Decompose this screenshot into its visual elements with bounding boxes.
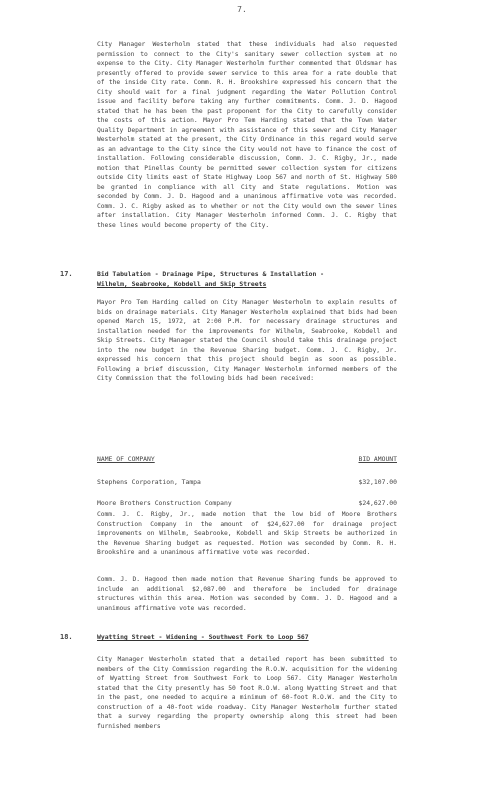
item-17-heading (97, 270, 407, 289)
table-row (97, 478, 397, 489)
bid-table-header-company: NAME OF COMPANY (97, 455, 155, 463)
item-17-paragraph-revenue-sharing: Comm. J. D. Hagood then made motion that Revenue Sharing funds be approved to include an additional $2,087.00 and therefore be included for drainage structures within this area. Motion was seconded by Comm. J. D. Hagood and a unanimous affirmative vote was recorded. (97, 576, 397, 612)
paragraph-sewer-service: City Manager Westerholm stated that these individuals had also requested permission to connect to the City's sanitary sewer collection system at no expense to the City. City Manager Westerholm further commented that Oldsmar has presently offered to provide sewer service to this area for a rate double that of the inside City rate. Comm. R. H. Brookshire expressed his concern that the City should wait for a final judgment regarding the Water Pollution Control issue and facility before taking any further commitments. Comm. J. D. Hagood stated that he has been the past proponent for the City to carefully consider the costs of this action. Mayor Pro Tem Harding stated that the Town Water Quality Department in agreement with assistance of this sewer and City Manager Westerholm stated at the present, the City Ordinance in this regard would serve as an advantage to the City since the City would not have to finance the cost of installation. Following considerable discussion, Comm. J. C. Rigby, Jr., made motion that Pinellas County be permitted sewer collection system for citizens outside City limits east of State Highway Loop 567 and north of St. Highway 580 be granted in compliance with all City and State regulations. Motion was seconded by Comm. J. D. Hagood and a unanimous affirmative vote was recorded. Comm. J. C. Rigby asked as to whether or not the City would own the sewer lines after installation. City Manager Westerholm informed Comm. J. C. Rigby that these lines would become property of the City. (97, 41, 397, 229)
page-number: 7. (237, 5, 247, 14)
item-17-paragraph-motion: Comm. J. C. Rigby, Jr., made motion that the low bid of Moore Brothers Construction Company in the amount of $24,627.00 for drainage project improvements on Wilhelm, Seabrooke, Kobdell and Skip Streets be authorized in the Revenue Sharing budget as requested. Motion was seconded by Comm. R. H. Brookshire and a unanimous affirmative vote was recorded. (97, 511, 397, 556)
item-17-heading-line1: Bid Tabulation - Drainage Pipe, Structures & Installation - (97, 270, 325, 278)
bid-table-header (97, 455, 397, 466)
bid-company: Moore Brothers Construction Company (97, 499, 232, 507)
item-17-number: 17. (60, 270, 73, 278)
item-17-heading-line2: Wilhelm, Seabrooke, Kobdell and Skip Streets (97, 279, 267, 288)
bid-amount: $24,627.00 (358, 499, 397, 507)
bid-table (97, 455, 397, 510)
table-row (97, 499, 397, 510)
bid-table-header-amount: BID AMOUNT (358, 455, 397, 463)
item-18-number: 18. (60, 633, 73, 641)
item-18-heading: Wyatting Street - Widening - Southwest Fork to Loop 567 (97, 633, 309, 641)
bid-company: Stephens Corporation, Tampa (97, 478, 201, 486)
item-18-paragraph: City Manager Westerholm stated that a detailed report has been submitted to members of the City Commission regarding the R.O.W. acquisition for the widening of Wyatting Street from Southwest Fork to Loop 567. City Manager Westerholm stated that the City presently has 50 foot R.O.W. along Wyatting Street and that in the past, one needed to acquire a minimum of 60-foot R.O.W. and the City to construction of a 40-foot wide roadway. City Manager Westerholm further stated that a survey regarding the property ownership along this street had been furnished members (97, 656, 397, 730)
bid-amount: $32,107.00 (358, 478, 397, 486)
item-17-paragraph-bids: Mayor Pro Tem Harding called on City Manager Westerholm to explain results of bids on drainage materials. City Manager Westerholm explained that bids had been opened March 15, 1972, at 2:00 P.M. for necessary drainage structures and installation needed for the improvements for Wilhelm, Seabrooke, Kobdell and Skip Streets. City Manager stated the Council should take this drainage project into the new budget in the Revenue Sharing budget. Comm. J. C. Rigby, Jr. expressed his concern that this project should begin as soon as possible. Following a brief discussion, City Manager Westerholm informed members of the City Commission that the following bids had been received: (97, 299, 397, 382)
